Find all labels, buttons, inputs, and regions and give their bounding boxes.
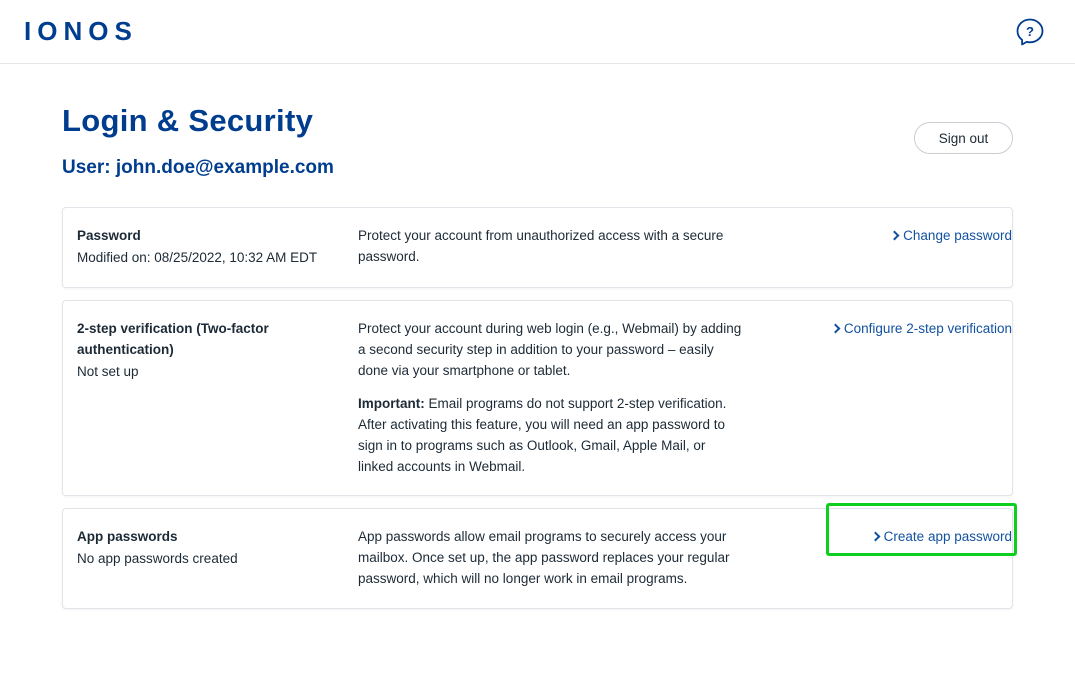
page-title: Login & Security — [62, 103, 314, 138]
top-bar — [0, 0, 1075, 64]
settings-card-list — [62, 207, 1013, 609]
card-two-step-subtitle: Not set up — [77, 363, 139, 379]
page-header — [62, 64, 1013, 179]
ionos-logo: IONOS — [24, 16, 138, 46]
card-two-step-action-wrap — [762, 319, 1012, 477]
card-app-passwords-action-wrap — [762, 527, 1012, 590]
card-password-subtitle: Modified on: 08/25/2022, 10:32 AM EDT — [77, 250, 318, 266]
create-app-password-link[interactable] — [872, 527, 1012, 548]
configure-two-step-link[interactable] — [832, 319, 1012, 340]
create-app-password-label: Create app password — [883, 529, 1012, 545]
card-two-step-left — [63, 319, 358, 477]
chevron-right-icon — [830, 324, 840, 334]
chevron-right-icon — [870, 532, 880, 542]
card-two-step-description-wrap — [358, 319, 762, 477]
card-app-passwords-description: App passwords allow email programs to securely access your mailbox. Once set up, the app password replaces your regular password, which will no longer work in email programs. — [358, 529, 730, 587]
card-app-passwords-title: App passwords — [77, 529, 178, 545]
configure-two-step-label: Configure 2-step verification — [843, 321, 1012, 337]
card-app-passwords-left — [63, 527, 358, 590]
card-two-step-note-label: Important: — [358, 395, 425, 411]
card-password-action-wrap — [762, 226, 1012, 269]
card-two-step-description: Protect your account during web login (e.g., Webmail) by adding a second security step in addition to your password – easily done via your smartphone or tablet. — [358, 321, 742, 378]
card-password-description: Protect your account from unauthorized access with a secure password. — [358, 228, 724, 265]
svg-text:?: ? — [1026, 23, 1034, 39]
card-two-step-note — [358, 394, 742, 478]
user-email-label: User: john.doe@example.com — [62, 157, 334, 179]
card-two-step-note-text: Email programs do not support 2-step verification. After activating this feature, you will need an app password to sign in to programs such as Outlook, Gmail, Apple Mail, or linked accounts in Webmail. — [358, 395, 727, 474]
card-two-step-verification — [62, 300, 1013, 496]
change-password-link[interactable] — [891, 226, 1012, 247]
card-password — [62, 207, 1013, 288]
card-password-description-wrap — [358, 226, 762, 269]
card-password-left — [63, 226, 358, 269]
card-two-step-title: 2-step verification (Two-factor authentication) — [77, 321, 269, 357]
change-password-label: Change password — [903, 228, 1012, 244]
card-app-passwords-description-wrap — [358, 527, 762, 590]
chevron-right-icon — [890, 231, 900, 241]
sign-out-button[interactable]: Sign out — [914, 122, 1013, 154]
card-app-passwords-subtitle: No app passwords created — [77, 551, 238, 567]
page-content — [0, 64, 1075, 678]
card-password-title: Password — [77, 228, 141, 244]
help-question-icon[interactable] — [1015, 17, 1045, 47]
card-app-passwords — [62, 508, 1013, 609]
